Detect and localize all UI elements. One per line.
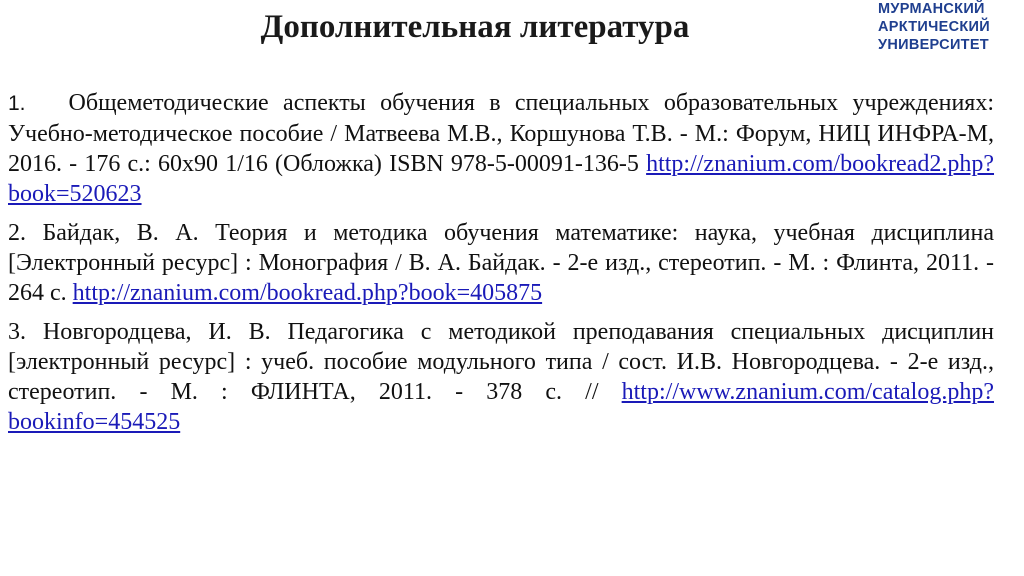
reference-number: 2. — [8, 220, 26, 246]
reference-link[interactable]: http://znanium.com/bookread2.php?book=520623 — [8, 151, 995, 207]
reference-item-2 — [8, 218, 994, 308]
logo-line-2: АРКТИЧЕСКИЙ — [878, 19, 990, 35]
reference-number: 3. — [8, 319, 26, 345]
page-title: Дополнительная литература — [260, 9, 690, 45]
reference-text: Общеметодические аспекты обучения в специальных образовательных учреждениях: Учебно-методическое пособие / Матвеева М.В., Коршунова Т.В. - М.: Форум, НИЦ ИНФРА-М, 2016. - 176 с.: 60х90 1/16 (Обложка) ISBN 978-5-00091-136-5 — [8, 90, 995, 177]
reference-item-3 — [8, 317, 994, 437]
reference-item-1 — [8, 88, 994, 209]
reference-text: Новгородцева, И. В. Педагогика с методикой преподавания специальных дисциплин [электронный ресурс] : учеб. пособие модульного типа / сост. И.В. Новгородцева. - 2-е изд., стереотип. - М. : ФЛИНТА, 2011. - 378 с. // — [8, 319, 995, 405]
logo-line-1: МУРМАНСКИЙ — [878, 1, 985, 17]
reference-text: Байдак, В. А. Теория и методика обучения математике: наука, учебная дисциплина [Электронный ресурс] : Монография / В. А. Байдак. - 2-е изд., стереотип. - М. : Флинта, 2011. - 264 с. — [8, 220, 994, 306]
logo-line-3: УНИВЕРСИТЕТ — [878, 37, 989, 53]
reference-number: 1. — [8, 92, 26, 115]
university-logo — [878, 0, 1020, 54]
reference-link[interactable]: http://znanium.com/bookread.php?book=405875 — [72, 280, 543, 306]
reference-link[interactable]: http://www.znanium.com/catalog.php?bookinfo=454525 — [8, 379, 994, 435]
reference-list — [8, 88, 994, 446]
